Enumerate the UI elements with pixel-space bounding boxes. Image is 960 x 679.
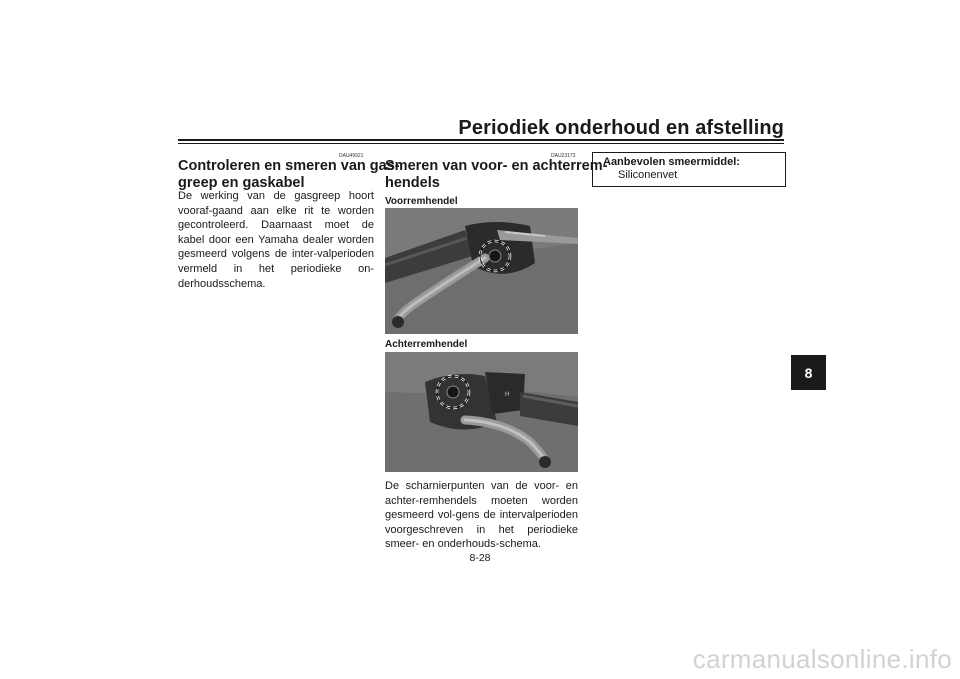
section-heading-brake-levers xyxy=(385,158,607,192)
heading-line: Controleren en smeren van gas- xyxy=(178,158,400,174)
note-value: Siliconenvet xyxy=(618,169,678,181)
front-brake-lever-photo xyxy=(385,208,578,334)
section-code: DAU49921 xyxy=(339,153,364,159)
watermark: carmanualsonline.info xyxy=(692,644,952,674)
note-title: Aanbevolen smeermiddel: xyxy=(603,156,740,168)
front-lever-label: Voorremhendel xyxy=(385,196,458,207)
section-heading-throttle xyxy=(178,158,400,192)
recommended-lubricant-box xyxy=(592,152,786,187)
page-number: 8-28 xyxy=(469,552,491,564)
chapter-tab: 8 xyxy=(791,355,826,390)
section-paragraph: De werking van de gasgreep hoort vooraf-gaand aan elke rit te worden gecontroleerd. Daarnaast moet de kabel door een Yamaha dealer worden gesmeerd volgens de inter-valperioden vermeld in het periodieke on-derhoudsschema. xyxy=(178,190,374,290)
heading-line: Smeren van voor- en achterrem- xyxy=(385,158,608,174)
rear-lever-label: Achterremhendel xyxy=(385,339,468,350)
header-rule-thin xyxy=(178,143,784,144)
heading-line: hendels xyxy=(385,175,440,191)
rear-brake-lever-photo xyxy=(385,352,578,472)
page-title: Periodiek onderhoud en afstelling xyxy=(458,117,784,139)
switch-marking: H xyxy=(505,392,510,398)
section-paragraph: De scharnierpunten van de voor- en achter-remhendels moeten worden gesmeerd vol-gens de intervalperioden voorgeschreven in het periodieke smeer- en onderhouds-schema. xyxy=(385,480,578,551)
heading-line: greep en gaskabel xyxy=(178,175,305,191)
header-rule xyxy=(178,139,784,141)
section-code: DAU23173 xyxy=(551,153,576,159)
